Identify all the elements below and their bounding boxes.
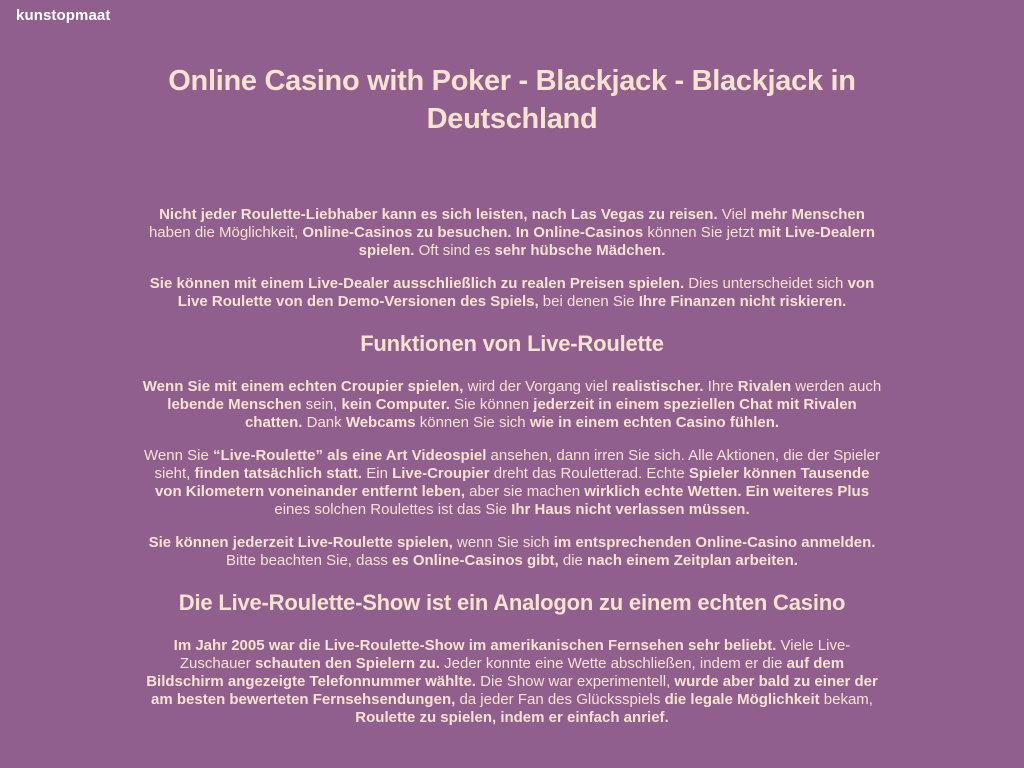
body-text: wird der Vorgang viel bbox=[463, 378, 612, 395]
main-content bbox=[142, 62, 882, 742]
body-text: Dies unterscheidet sich bbox=[684, 275, 848, 292]
emphasis-text: Ihre Finanzen nicht riskieren. bbox=[638, 293, 847, 310]
body-text: haben die Möglichkeit, bbox=[148, 224, 303, 241]
emphasis-text: Im Jahr 2005 war die Live-Roulette-Show im amerikanischen Fernsehen sehr beliebt. bbox=[173, 637, 777, 654]
body-text: können Sie sich bbox=[415, 414, 530, 431]
body-text: Oft sind es bbox=[414, 242, 495, 259]
paragraph-live-dealer bbox=[142, 275, 882, 311]
body-text: Ein bbox=[362, 465, 393, 482]
body-text: Bitte beachten Sie, dass bbox=[226, 552, 392, 569]
paragraph-anytime bbox=[142, 534, 882, 570]
emphasis-text: realistischer. bbox=[611, 378, 704, 395]
emphasis-text: Wenn Sie mit einem echten Croupier spielen, bbox=[142, 378, 464, 395]
body-text: Ihre bbox=[703, 378, 738, 395]
body-text: Dank bbox=[302, 414, 346, 431]
body-text: werden auch bbox=[791, 378, 882, 395]
emphasis-text: nach einem Zeitplan arbeiten. bbox=[587, 552, 798, 569]
body-text: bekam, bbox=[819, 691, 873, 708]
body-text: aber sie machen bbox=[465, 483, 585, 500]
emphasis-text: im entsprechenden Online-Casino anmelden. bbox=[553, 534, 876, 551]
emphasis-text: Sie können mit einem Live-Dealer ausschließlich zu realen Preisen spielen. bbox=[149, 275, 685, 292]
body-text: Wenn Sie bbox=[144, 447, 213, 464]
body-text: sein, bbox=[301, 396, 342, 413]
paragraph-videospiel bbox=[142, 447, 882, 519]
body-text: Die Show war experimentell, bbox=[475, 673, 675, 690]
emphasis-text: Roulette zu spielen, indem er einfach anrief. bbox=[355, 709, 669, 726]
site-logo-link[interactable]: kunstopmaat bbox=[16, 7, 111, 24]
emphasis-text: Online-Casinos zu besuchen. bbox=[302, 224, 512, 241]
emphasis-text: Rivalen bbox=[737, 378, 792, 395]
body-text: können Sie jetzt bbox=[643, 224, 759, 241]
body-text: dreht das Rouletterad. Echte bbox=[489, 465, 689, 482]
emphasis-text: Spieler können Tausende von Kilometern voneinander entfernt leben, bbox=[154, 465, 870, 500]
emphasis-text: mehr Menschen bbox=[750, 206, 865, 223]
section-heading-show: Die Live-Roulette-Show ist ein Analogon zu einem echten Casino bbox=[178, 590, 846, 615]
body-text: wenn Sie sich bbox=[452, 534, 554, 551]
paragraph-history bbox=[142, 637, 882, 727]
body-text: Viele Live-Zuschauer bbox=[179, 637, 851, 672]
emphasis-text: es Online-Casinos gibt, bbox=[391, 552, 559, 569]
emphasis-text: kein Computer. bbox=[341, 396, 450, 413]
section-heading-features: Funktionen von Live-Roulette bbox=[360, 331, 664, 356]
emphasis-text: Live-Croupier bbox=[392, 465, 490, 482]
article-body bbox=[142, 206, 882, 727]
body-text: Jeder konnte eine Wette abschließen, indem er die bbox=[439, 655, 787, 672]
emphasis-text: wie in einem echten Casino fühlen. bbox=[529, 414, 780, 431]
emphasis-text: jederzeit in einem speziellen Chat mit Rivalen chatten. bbox=[244, 396, 857, 431]
body-text: Viel bbox=[717, 206, 751, 223]
body-text: eines solchen Roulettes ist das Sie bbox=[274, 501, 512, 518]
page-title: Online Casino with Poker - Blackjack - Blackjack in Deutschland bbox=[168, 65, 856, 135]
paragraph-croupier bbox=[142, 378, 882, 432]
body-text: ansehen, dann irren Sie sich. Alle Aktionen, die der Spieler sieht, bbox=[154, 447, 880, 482]
paragraph-intro bbox=[142, 206, 882, 260]
body-text: da jeder Fan des Glücksspiels bbox=[455, 691, 665, 708]
body-text: Sie können bbox=[449, 396, 534, 413]
emphasis-text: Webcams bbox=[345, 414, 416, 431]
emphasis-text: Ihr Haus nicht verlassen müssen. bbox=[511, 501, 750, 518]
emphasis-text: lebende Menschen bbox=[167, 396, 302, 413]
emphasis-text: mit Live-Dealern spielen. bbox=[358, 224, 876, 259]
emphasis-text: Nicht jeder Roulette-Liebhaber kann es sich leisten, nach Las Vegas zu reisen. bbox=[159, 206, 718, 223]
emphasis-text: die legale Möglichkeit bbox=[664, 691, 820, 708]
emphasis-text: In Online-Casinos bbox=[515, 224, 644, 241]
emphasis-text: wirklich echte Wetten. bbox=[584, 483, 742, 500]
emphasis-text: von Live Roulette von den Demo-Versionen des Spiels, bbox=[177, 275, 875, 310]
emphasis-text: Sie können jederzeit Live-Roulette spielen, bbox=[148, 534, 453, 551]
emphasis-text: wurde aber bald zu einer der am besten bewerteten Fernsehsendungen, bbox=[151, 673, 878, 708]
emphasis-text: sehr hübsche Mädchen. bbox=[494, 242, 666, 259]
body-text: die bbox=[558, 552, 588, 569]
emphasis-text: auf dem Bildschirm angezeigte Telefonnummer wählte. bbox=[146, 655, 845, 690]
body-text: bei denen Sie bbox=[538, 293, 639, 310]
emphasis-text: “Live-Roulette” als eine Art Videospiel bbox=[212, 447, 487, 464]
emphasis-text: schauten den Spielern zu. bbox=[254, 655, 440, 672]
emphasis-text: Ein weiteres Plus bbox=[745, 483, 870, 500]
emphasis-text: finden tatsächlich statt. bbox=[194, 465, 363, 482]
